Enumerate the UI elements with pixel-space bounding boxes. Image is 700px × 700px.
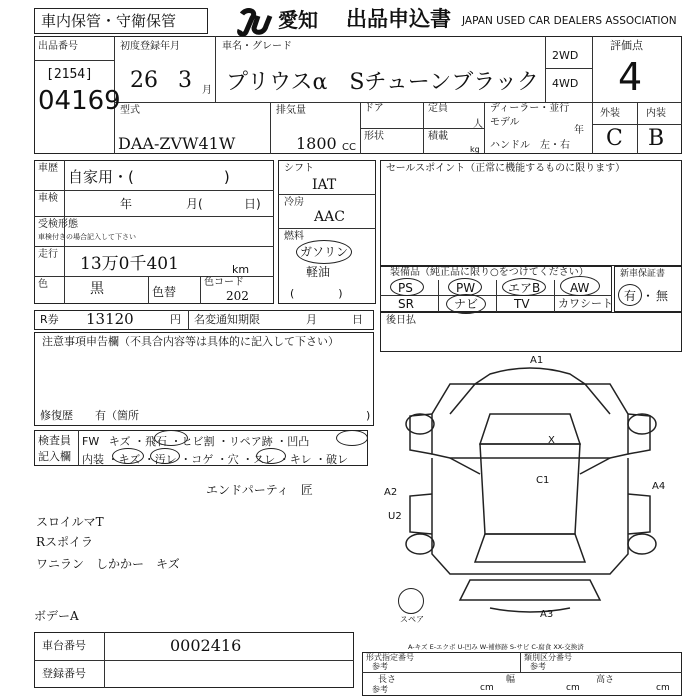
note-line-3: Rスポイラ [36, 535, 94, 549]
inspector-dent: 凹凸 [287, 435, 310, 448]
color-code-label: 色コード [204, 277, 244, 288]
registration-month-unit: 月 [202, 85, 212, 96]
fuel-gas-circle [296, 240, 352, 264]
mileage-value: 13万0千401 [80, 254, 179, 274]
inspector-row-2: 内装 ・キズ ・汚レ ・コゲ ・穴 ・スレ ・キレ ・破レ [82, 453, 349, 466]
damage-legend: A-キズ E-エクボ U-凹み W-補修跡 S-サビ C-腐食 XX-交換済 [408, 643, 584, 651]
equip-aw-circle [560, 276, 600, 296]
int-scratch-circle [112, 448, 144, 464]
inspector-row-1: FW キズ ・飛石 ・ヒビ割 ・リペア跡 ・凹凸 [82, 435, 310, 448]
registration-label: 初度登録年月 [120, 41, 180, 52]
inspection-year: 年 [120, 197, 133, 211]
chassis-label: 車台番号 [42, 639, 86, 652]
name-change-label: 名変通知期限 [194, 313, 260, 326]
car-diagram-svg [380, 354, 682, 624]
inspector-cut: キレ [289, 453, 312, 466]
warranty-yes-circle [618, 284, 642, 306]
ju-logo-icon [236, 8, 278, 36]
shift-label: シフト [284, 163, 314, 174]
receipt-note: 車検付きの場合記入して下さい [38, 233, 136, 241]
dealer-label: ディーラー・並行 [490, 103, 570, 114]
diagram-label-a2: A2 [384, 487, 398, 498]
drive-4wd: 4WD [552, 77, 579, 90]
lot-sub: [2154] [46, 67, 93, 82]
inspector-burn: コゲ [191, 453, 214, 466]
equip-tv: TV [514, 297, 530, 311]
note-line-4: ワニラン しかかー キズ [36, 557, 180, 571]
sales-point-section [380, 160, 682, 266]
inspector-interior: 内装 [82, 453, 104, 466]
inspector-scratch: キズ [108, 435, 131, 448]
model-name-label: 車名・グレード [222, 41, 292, 52]
displacement-value: 1800 [296, 134, 337, 153]
score-value: 4 [618, 55, 643, 99]
height-label: 高さ [596, 675, 615, 685]
ac-value: AAC [314, 209, 345, 225]
class-spec-label: 類別区分番号 [524, 653, 572, 662]
equipment-label: 装備品（純正品に限り○をつけてください） [390, 267, 589, 278]
displacement-unit: CC [342, 142, 356, 153]
receipt-label: 受検形態 [38, 219, 78, 230]
width-label: 幅 [506, 675, 516, 685]
dent-circle [336, 430, 368, 446]
diagram-label-u2: U2 [388, 511, 402, 522]
inspector-crack: ヒビ割 [181, 435, 215, 448]
inspector-tear: 破レ [326, 453, 349, 466]
recycle-label: R券 [40, 313, 59, 326]
warranty-sep: ・ [642, 289, 655, 303]
note-line-5: ボデーA [34, 609, 79, 623]
equip-aw: AW [570, 281, 590, 295]
inspector-repair-mark: リペア跡 [229, 435, 273, 448]
model-year-label: モデル [490, 117, 520, 128]
notes-label: 注意事項申告欄（不具合内容等は具体的に記入して下さい） [42, 335, 339, 348]
name-change-month: 月 [306, 313, 317, 326]
color-change-label: 色替 [152, 285, 177, 299]
ac-label: 冷房 [284, 197, 304, 208]
dirt-circle [150, 448, 180, 464]
equip-airbag-circle [502, 278, 546, 296]
remarks-section [380, 312, 682, 352]
car-damage-diagram [380, 354, 682, 624]
width-unit: cm [566, 683, 580, 693]
note-line-2: スロイルマT [36, 515, 104, 529]
storage-tag-text: 車内保管・守衛保管 [41, 12, 177, 30]
chip-circle [154, 430, 188, 446]
lot-number: 04169 [38, 86, 121, 116]
remarks-label: 後日払 [386, 315, 416, 326]
inspection-day: 日) [244, 197, 261, 211]
exterior-grade: C [606, 126, 623, 151]
exterior-label: 外装 [600, 108, 620, 119]
interior-label: 内装 [646, 108, 666, 119]
warranty-label: 新車保証書 [620, 269, 666, 279]
length-unit: cm [480, 683, 494, 693]
registration-number-label: 登録番号 [42, 667, 86, 680]
sales-point-label: セールスポイント（正常に機能するものに限ります） [386, 163, 626, 174]
diagram-label-a3: A3 [540, 609, 554, 620]
form-title: 出品申込書 [346, 7, 451, 31]
model-name-value: プリウスα Sチューンブラック [226, 70, 539, 95]
type-code-label: 型式 [120, 105, 140, 116]
storage-tag [34, 8, 208, 34]
interior-grade: B [648, 126, 665, 151]
fuel-gas: ガソリン [300, 245, 349, 259]
equip-leather: カワシート [558, 297, 613, 310]
warranty-no: 無 [656, 289, 669, 303]
fuel-label: 燃料 [284, 231, 304, 242]
history-label: 車歴 [38, 163, 58, 174]
spare-tire-icon [398, 588, 424, 614]
inspector-label: 検査員 [38, 434, 71, 447]
mileage-unit: km [232, 263, 250, 276]
diagram-label-x: X [548, 435, 555, 446]
length-label: 長さ [378, 675, 397, 685]
fuel-other: ( ) [290, 287, 343, 300]
org-name: 愛知 [278, 8, 318, 32]
equip-navi: ナビ [454, 297, 479, 311]
recycle-value: 13120 [86, 310, 134, 328]
shape-label: 形状 [364, 131, 384, 142]
drive-2wd: 2WD [552, 49, 579, 62]
displacement-label: 排気量 [276, 105, 306, 116]
repair-history-label: 修復歴 有（箇所 [40, 409, 139, 422]
mileage-label: 走行 [38, 249, 58, 260]
chassis-value: 0002416 [170, 636, 242, 655]
class-spec-ref: 参考 [530, 662, 546, 671]
type-code-value: DAA-ZVW41W [118, 134, 236, 153]
diagram-label-a4: A4 [652, 481, 666, 492]
registration-month: 3 [178, 68, 192, 93]
fuel-diesel: 軽油 [306, 265, 331, 279]
equip-pw: PW [456, 281, 476, 295]
equip-navi-circle [446, 294, 486, 314]
spare-label: スペア [400, 615, 424, 624]
warranty-yes: 有 [624, 289, 637, 303]
model-year-unit: 年 [574, 125, 584, 136]
inspector-int-scratch: キズ [118, 453, 141, 466]
inspection-month: 月( [186, 197, 203, 211]
inspector-fw: FW [82, 435, 100, 448]
height-unit: cm [656, 683, 670, 693]
load-label: 積載 [428, 131, 448, 142]
inspector-chip: 飛石 [145, 435, 167, 448]
color-label: 色 [38, 279, 48, 290]
capacity-label: 定員 [428, 103, 448, 114]
handle-label: ハンドル 左・右 [490, 140, 570, 151]
ju-logo [236, 8, 278, 36]
diagram-label-a1: A1 [530, 355, 544, 366]
name-change-day: 日 [352, 313, 363, 326]
inspection-label: 車検 [38, 193, 58, 204]
door-label: ドア [364, 103, 384, 114]
color-value: 黒 [90, 281, 104, 297]
association-name: JAPAN USED CAR DEALERS ASSOCIATION [462, 15, 677, 27]
inspector-entry-label: 記入欄 [38, 450, 71, 463]
note-line-1: エンドパーティ 匠 [206, 483, 313, 497]
wear-circle [256, 448, 286, 464]
inspector-dirt: 汚レ [154, 453, 177, 466]
length-ref: 参考 [372, 685, 388, 694]
score-label: 評価点 [610, 39, 643, 52]
lot-label: 出品番号 [38, 41, 78, 52]
shift-value: IAT [312, 177, 337, 193]
equip-ps-circle [390, 278, 424, 296]
color-code-value: 202 [226, 289, 249, 303]
inspector-wear: スレ [253, 453, 276, 466]
repair-history-close: ) [366, 409, 371, 422]
capacity-unit: 人 [473, 119, 483, 130]
diagram-label-c1: C1 [536, 475, 550, 486]
equip-ps: PS [398, 281, 413, 295]
form-spec-ref: 参考 [372, 662, 388, 671]
recycle-unit: 円 [170, 313, 181, 326]
form-spec-label: 形式指定番号 [366, 653, 414, 662]
load-unit: kg [470, 145, 480, 154]
equip-airbag: エアB [508, 281, 541, 295]
equip-sr: SR [398, 297, 414, 311]
inspector-hole: 穴 [227, 453, 239, 466]
registration-year: 26 [130, 68, 158, 93]
history-value: 自家用・( ) [68, 168, 230, 186]
